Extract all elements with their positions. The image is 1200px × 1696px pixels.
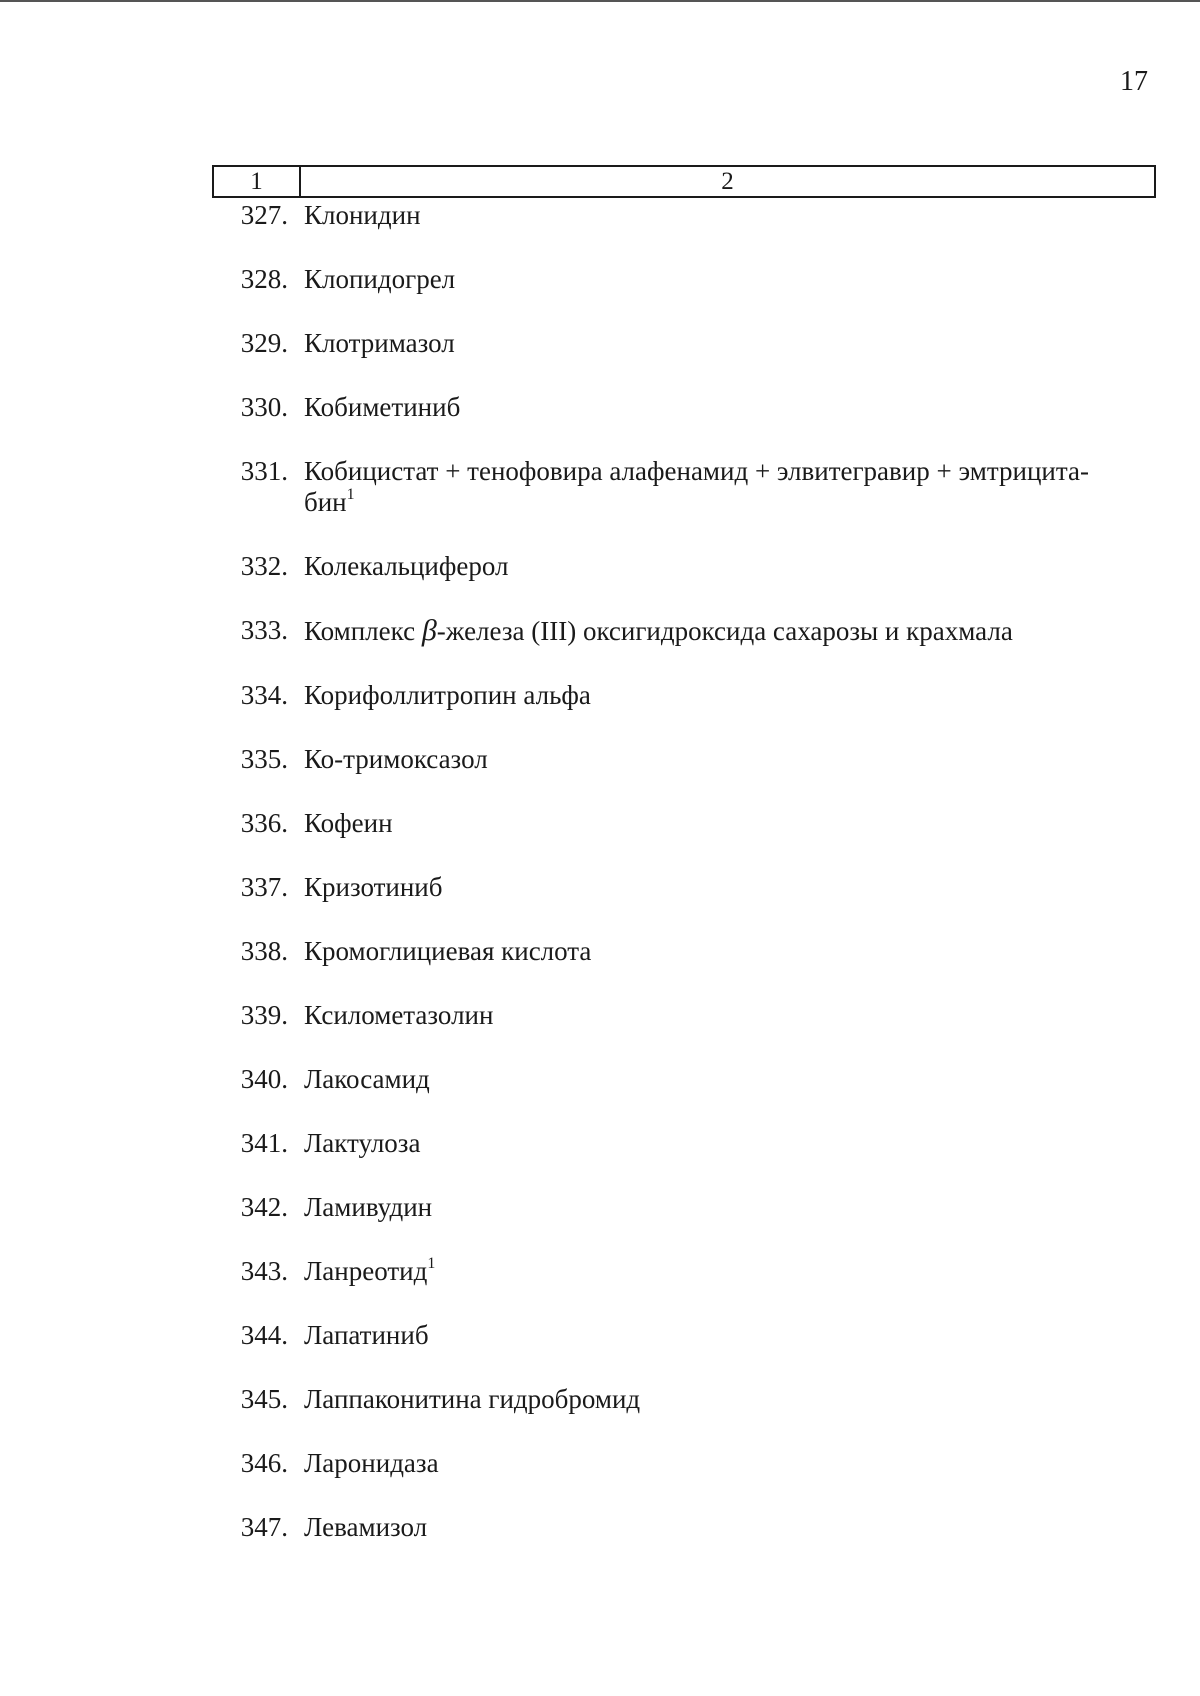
table-row xyxy=(212,1000,1162,1031)
table-row xyxy=(212,680,1162,711)
row-number: 335. xyxy=(240,744,288,774)
table-header xyxy=(212,165,1156,198)
drug-name: Ларонидаза xyxy=(304,1448,439,1478)
table-row xyxy=(212,872,1162,903)
row-number: 328. xyxy=(240,264,288,294)
drug-name-line1: Кобицистат + тенофовира алафенамид + элвитегравир + эмтрицита- xyxy=(304,456,1089,486)
drug-name-prefix: Комплекс xyxy=(304,616,422,646)
row-number: 339. xyxy=(240,1000,288,1030)
row-number: 347. xyxy=(240,1512,288,1542)
drug-name: Левамизол xyxy=(304,1512,428,1542)
table-row xyxy=(212,392,1162,423)
table-row xyxy=(212,1384,1162,1415)
table-row xyxy=(212,1192,1162,1223)
drug-name: Ксилометазолин xyxy=(304,1000,494,1030)
row-number: 345. xyxy=(240,1384,288,1414)
table-row xyxy=(212,1064,1162,1095)
row-number: 344. xyxy=(240,1320,288,1350)
header-col-name: 2 xyxy=(721,168,734,195)
drug-name: Ланреотид xyxy=(304,1256,428,1286)
row-number: 340. xyxy=(240,1064,288,1094)
page-number: 17 xyxy=(1120,66,1148,97)
drug-name-multiline xyxy=(304,456,1162,518)
row-number: 346. xyxy=(240,1448,288,1478)
drug-name: Лапатиниб xyxy=(304,1320,429,1350)
table-row xyxy=(212,1320,1162,1351)
table-row xyxy=(212,1448,1162,1479)
row-number: 330. xyxy=(240,392,288,422)
table-row xyxy=(212,1256,1162,1287)
table-row xyxy=(212,200,1162,231)
table-row xyxy=(212,1512,1162,1543)
table-row xyxy=(212,744,1162,775)
row-number: 338. xyxy=(240,936,288,966)
top-rule xyxy=(0,0,1200,2)
drug-name: Лаппаконитина гидробромид xyxy=(304,1384,641,1414)
row-number: 332. xyxy=(240,551,288,581)
table-row xyxy=(212,808,1162,839)
table-row xyxy=(212,615,1162,647)
drug-name: Клонидин xyxy=(304,200,421,230)
table-row xyxy=(212,551,1162,582)
drug-name: Ламивудин xyxy=(304,1192,433,1222)
drug-name: Клопидогрел xyxy=(304,264,456,294)
row-number: 342. xyxy=(240,1192,288,1222)
drug-name-suffix: -железа (III) оксигидроксида сахарозы и крахмала xyxy=(436,616,1013,646)
row-number: 341. xyxy=(240,1128,288,1158)
drug-list xyxy=(212,200,1162,1576)
drug-name-with-footnote xyxy=(304,1256,1162,1287)
footnote-mark: 1 xyxy=(427,1255,436,1272)
drug-name: Колекальциферол xyxy=(304,551,509,581)
table-row xyxy=(212,936,1162,967)
footnote-mark: 1 xyxy=(346,486,355,503)
row-number: 343. xyxy=(240,1256,288,1286)
drug-name: Ко-тримоксазол xyxy=(304,744,488,774)
table-row xyxy=(212,1128,1162,1159)
header-col-number: 1 xyxy=(214,167,301,196)
row-number: 329. xyxy=(240,328,288,358)
drug-name: Кобиметиниб xyxy=(304,392,461,422)
row-number: 327. xyxy=(240,200,288,230)
drug-name: Корифоллитропин альфа xyxy=(304,680,591,710)
drug-name-continuation: бин xyxy=(304,487,347,517)
row-number: 333. xyxy=(240,615,288,645)
drug-name: Кризотиниб xyxy=(304,872,443,902)
drug-name-with-symbol xyxy=(304,615,1162,647)
beta-symbol: β xyxy=(421,614,437,647)
row-number: 331. xyxy=(240,456,288,486)
drug-name: Клотримазол xyxy=(304,328,455,358)
table-row xyxy=(212,328,1162,359)
drug-name: Кромоглициевая кислота xyxy=(304,936,592,966)
drug-name: Лакосамид xyxy=(304,1064,430,1094)
row-number: 334. xyxy=(240,680,288,710)
drug-name-line2 xyxy=(304,487,1162,518)
drug-name: Кофеин xyxy=(304,808,393,838)
row-number: 337. xyxy=(240,872,288,902)
table-row xyxy=(212,264,1162,295)
drug-name: Лактулоза xyxy=(304,1128,421,1158)
row-number: 336. xyxy=(240,808,288,838)
table-row xyxy=(212,456,1162,518)
